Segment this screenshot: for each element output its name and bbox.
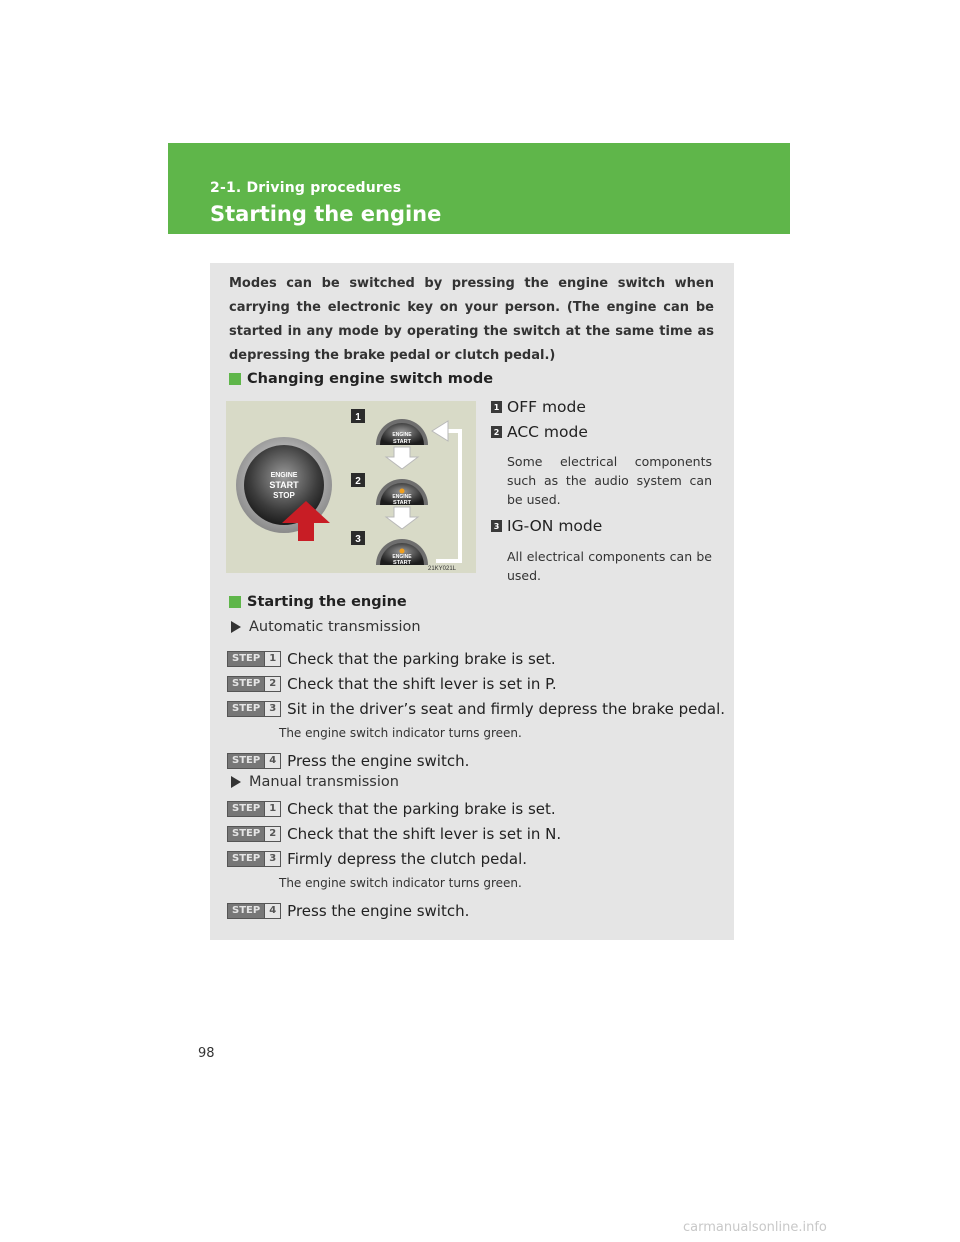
svg-text:ENGINE: ENGINE: [392, 494, 412, 500]
mode-acc: [491, 423, 588, 441]
manual-label-text: Manual transmission: [249, 774, 399, 790]
small-switch-2: [376, 479, 428, 506]
step-text: Press the engine switch.: [287, 902, 470, 920]
page-title: Starting the engine: [210, 202, 442, 226]
changing-mode-heading-text: Changing engine switch mode: [247, 371, 494, 387]
auto-step-4: [227, 752, 469, 770]
auto-step-3: [227, 700, 725, 718]
changing-mode-heading: [229, 371, 493, 387]
automatic-label-text: Automatic transmission: [249, 619, 421, 635]
step-badge: STEP 3: [227, 851, 281, 867]
auto-step-2: [227, 675, 557, 693]
watermark: carmanualsonline.info: [683, 1220, 827, 1235]
starting-heading: [229, 594, 407, 610]
mode-label: OFF mode: [507, 398, 586, 416]
step-text: Check that the parking brake is set.: [287, 800, 556, 818]
mode-ig-on: [491, 517, 602, 535]
step-badge: STEP 3: [227, 701, 281, 717]
big-switch-text-1: ENGINE: [270, 472, 298, 479]
svg-text:START: START: [393, 560, 411, 566]
step-badge: STEP 2: [227, 826, 281, 842]
mode-label: IG-ON mode: [507, 517, 603, 535]
down-arrow-2: [386, 507, 418, 529]
mode-off: [491, 398, 586, 416]
step-text: Check that the parking brake is set.: [287, 650, 556, 668]
content-box: [210, 263, 734, 940]
manual-transmission-label: [231, 774, 399, 790]
return-arrow-line: [436, 431, 460, 561]
manual-step-1: [227, 800, 556, 818]
intro-paragraph: Modes can be switched by pressing the engine switch when carrying the electronic key on your person. (The engine can be started in any mode by operating the switch at the same time as depressing the brake pedal or clutch pedal.): [229, 276, 714, 363]
mode-label: ACC mode: [507, 423, 588, 441]
step-badge: STEP 4: [227, 903, 281, 919]
step-badge: STEP 1: [227, 801, 281, 817]
svg-text:START: START: [393, 500, 411, 506]
mode-ig-on-description: All electrical components can be used.: [507, 549, 712, 583]
small-switch-1: [376, 419, 428, 445]
square-bullet-icon: [229, 596, 241, 608]
step-text: Check that the shift lever is set in P.: [287, 675, 557, 693]
step-text: Press the engine switch.: [287, 752, 470, 770]
automatic-transmission-label: [231, 619, 421, 635]
svg-text:2: 2: [355, 476, 361, 487]
big-switch-text-3: STOP: [273, 491, 295, 500]
engine-switch-figure: [226, 401, 476, 573]
auto-step-3-note: The engine switch indicator turns green.: [279, 726, 522, 740]
step-badge: STEP 1: [227, 651, 281, 667]
svg-text:3: 3: [355, 534, 361, 545]
step-text: Firmly depress the clutch pedal.: [287, 850, 528, 868]
manual-step-4: [227, 902, 469, 920]
step-text: Sit in the driver’s seat and firmly depress the brake pedal.: [287, 700, 725, 718]
svg-text:START: START: [393, 439, 411, 445]
page-number: 98: [198, 1046, 215, 1061]
small-switch-3: [376, 539, 428, 566]
section-header: [168, 143, 790, 234]
auto-step-1: [227, 650, 556, 668]
triangle-bullet-icon: [231, 776, 241, 788]
mode-number-icon: 3: [491, 520, 502, 532]
svg-text:ENGINE: ENGINE: [392, 554, 412, 560]
mode-number-icon: 1: [491, 401, 502, 413]
manual-step-3-note: The engine switch indicator turns green.: [279, 876, 522, 890]
manual-step-3: [227, 850, 527, 868]
manual-step-2: [227, 825, 561, 843]
mode-acc-description: Some electrical components such as the audio system can be used.: [507, 454, 712, 507]
square-bullet-icon: [229, 373, 241, 385]
big-switch-text-2: START: [269, 480, 299, 490]
step-badge: STEP 2: [227, 676, 281, 692]
engine-switch-illustration: [226, 401, 476, 573]
svg-text:ENGINE: ENGINE: [392, 432, 412, 438]
step-text: Check that the shift lever is set in N.: [287, 825, 562, 843]
down-arrow-1: [386, 447, 418, 469]
triangle-bullet-icon: [231, 621, 241, 633]
figure-code: 21KY021L: [427, 566, 457, 572]
section-label: 2-1. Driving procedures: [210, 180, 402, 196]
return-arrow-head: [432, 421, 448, 441]
svg-text:1: 1: [355, 412, 361, 423]
starting-heading-text: Starting the engine: [247, 594, 407, 610]
mode-number-icon: 2: [491, 426, 502, 438]
step-badge: STEP 4: [227, 753, 281, 769]
